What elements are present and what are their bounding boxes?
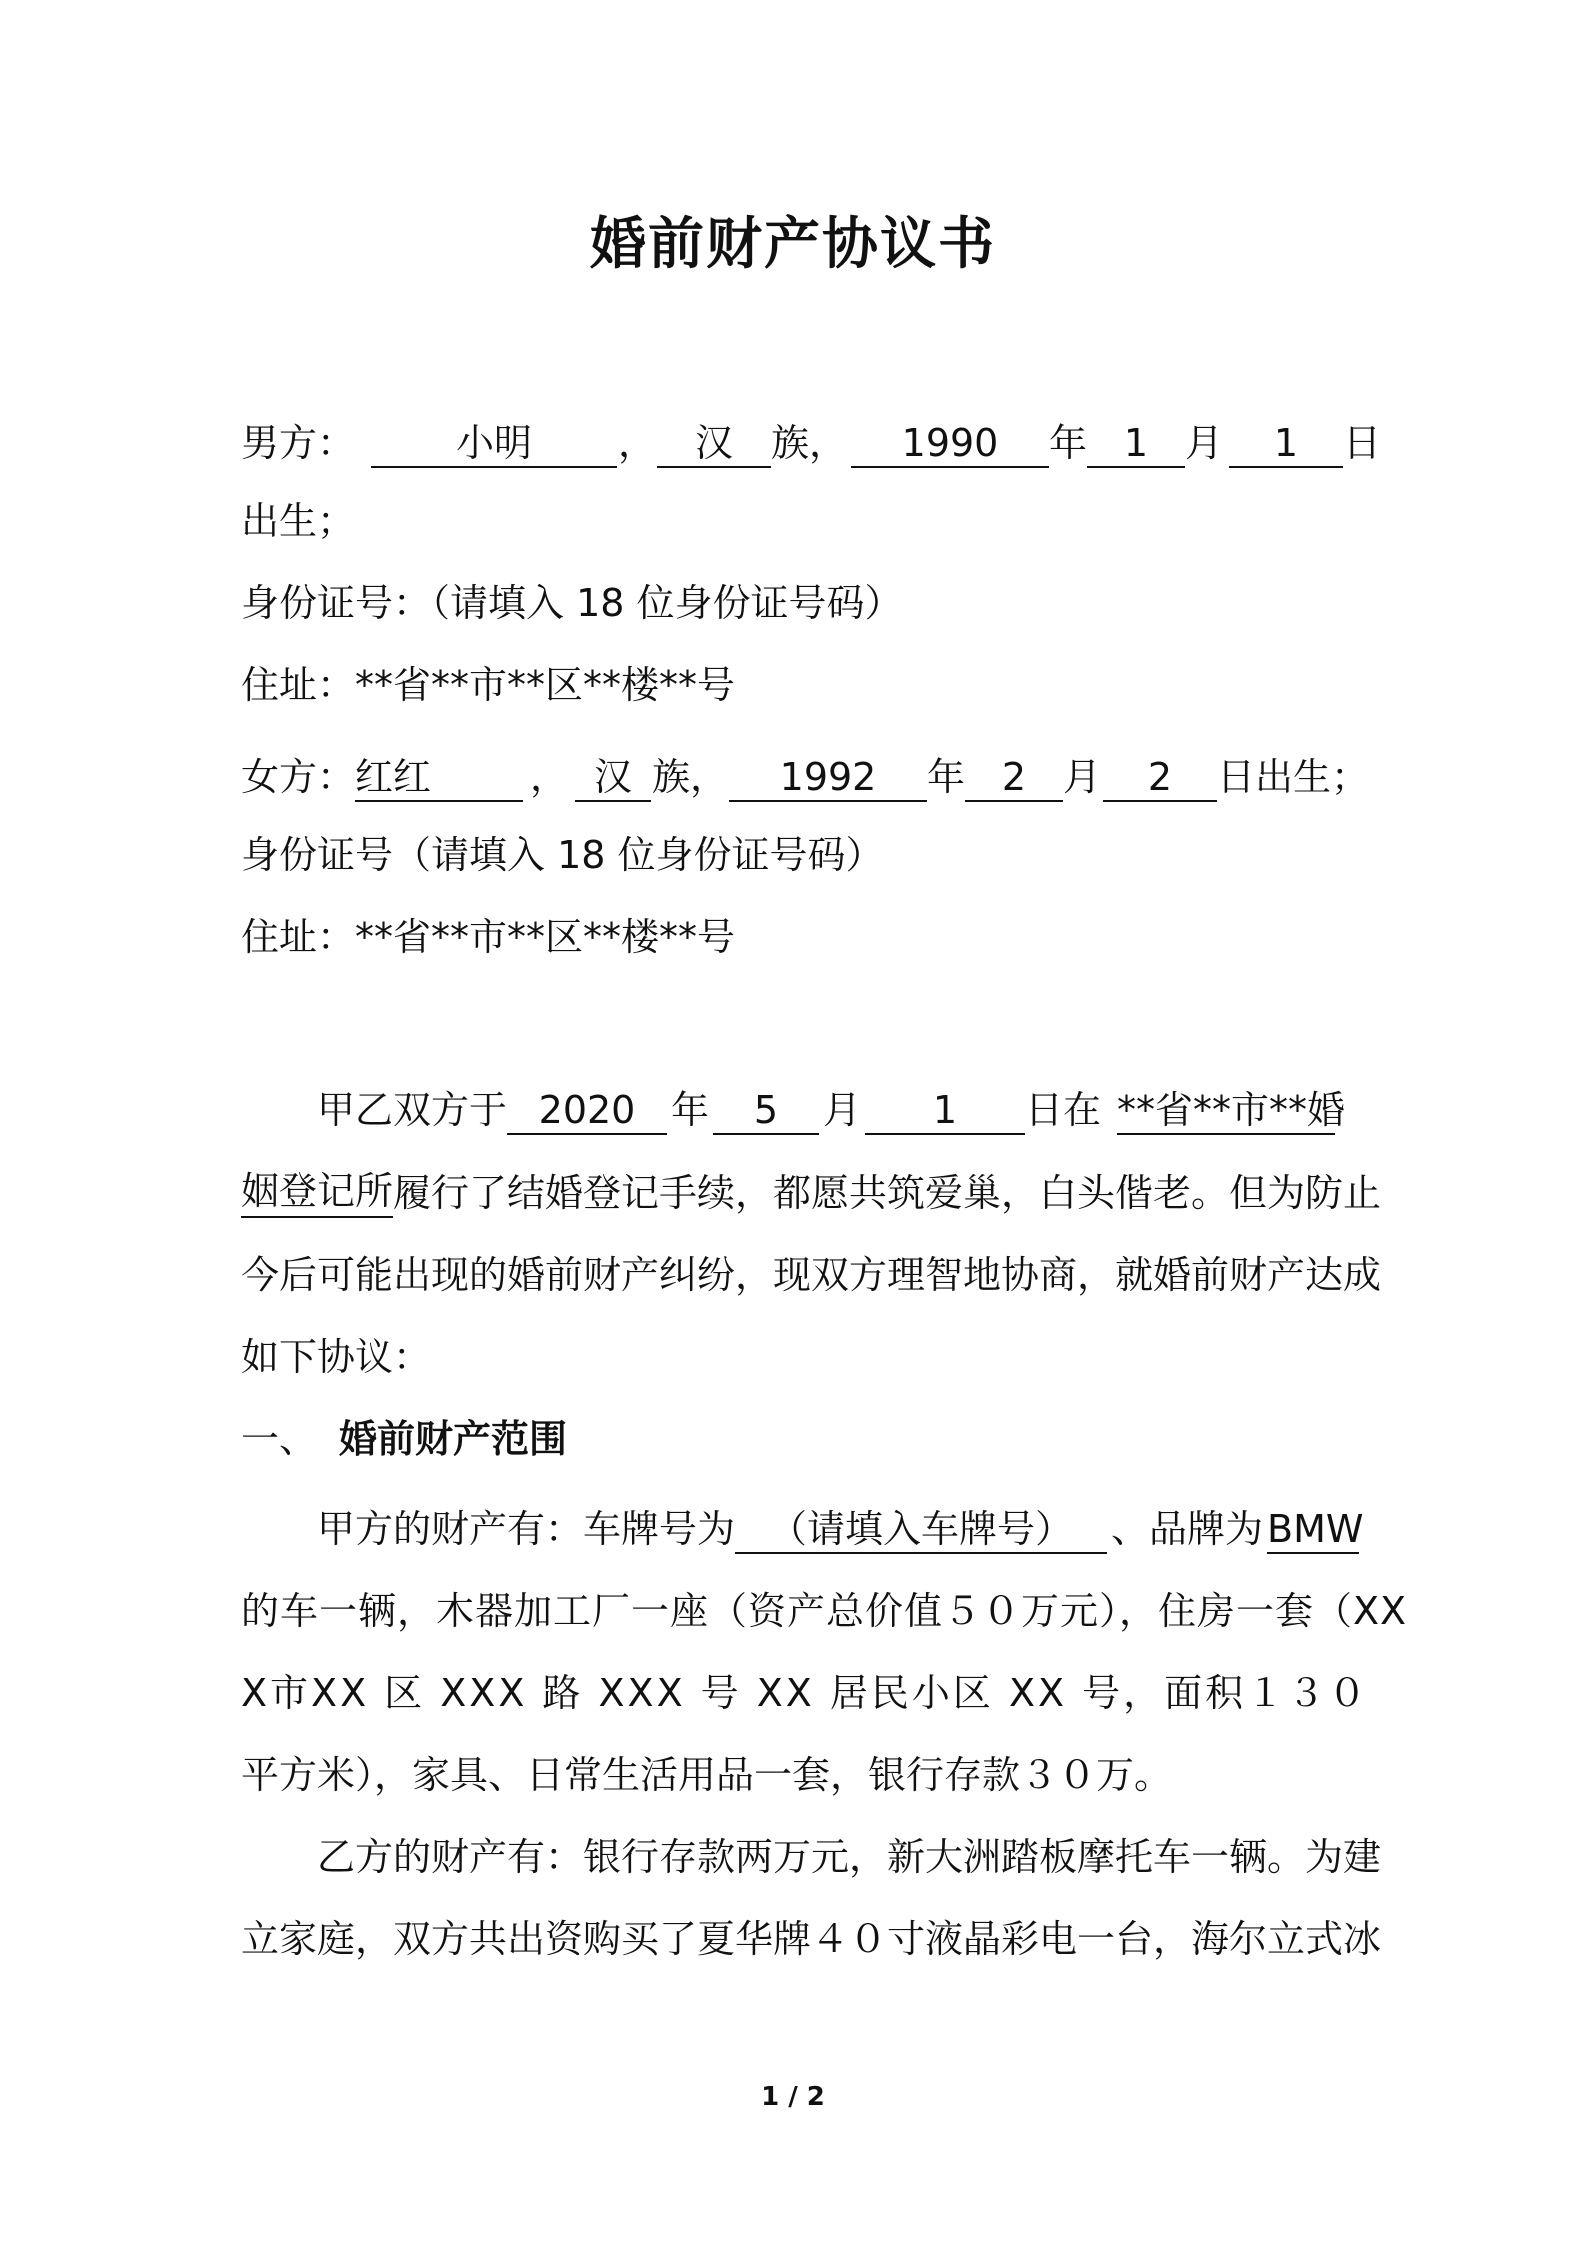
page-number: 1 / 2 xyxy=(761,2082,825,2112)
husband-birth-year-field[interactable]: 1990 xyxy=(851,420,1049,468)
wife-day-label: 日出生； xyxy=(1217,755,1370,799)
section-1-number: 一、 xyxy=(241,1417,318,1461)
marriage-day-field[interactable]: 1 xyxy=(865,1087,1025,1135)
wife-name-field[interactable]: 红红 xyxy=(355,754,523,802)
section-1-title: 婚前财产范围 xyxy=(339,1417,568,1461)
wife-label: 女方： xyxy=(241,755,356,799)
intro-line-3: 今后可能出现的婚前财产纠纷，现双方理智地协商，就婚前财产达成 xyxy=(241,1253,1382,1297)
husband-year-label: 年 xyxy=(1049,421,1088,465)
document-title: 婚前财产协议书 xyxy=(590,212,996,277)
marriage-place-field-part2[interactable]: 姻登记所 xyxy=(241,1168,393,1218)
marriage-year-field[interactable]: 2020 xyxy=(507,1087,667,1135)
wife-birth-year-field[interactable]: 1992 xyxy=(729,754,927,802)
husband-birth-month-field[interactable]: 1 xyxy=(1087,420,1185,468)
marriage-year-label: 年 xyxy=(671,1088,710,1132)
party-a-line-3: X市XX 区 XXX 路 XXX 号 XX 居民小区 XX 号，面积１３０ xyxy=(241,1671,1370,1715)
wife-year-label: 年 xyxy=(927,755,966,799)
intro-start: 甲乙双方于 xyxy=(317,1088,508,1132)
party-a-line-2: 的车一辆，木器加工厂一座（资产总价值５０万元），住房一套（XX xyxy=(241,1589,1408,1633)
husband-address-line: 住址：**省**市**区**楼**号 xyxy=(241,663,736,707)
husband-name-field[interactable]: 小明 xyxy=(371,420,617,468)
marriage-day-label: 日在 xyxy=(1025,1088,1102,1132)
party-b-line-2: 立家庭，双方共出资购买了夏华牌４０寸液晶彩电一台，海尔立式冰 xyxy=(241,1917,1382,1961)
section-1-heading xyxy=(241,1414,567,1464)
husband-day-label: 日 xyxy=(1343,421,1382,465)
marriage-month-label: 月 xyxy=(823,1088,862,1132)
brand-prefix: 、品牌为 xyxy=(1111,1507,1264,1551)
wife-zu-label: 族， xyxy=(652,755,729,799)
husband-info-line xyxy=(241,418,1382,468)
husband-birth-day-field[interactable]: 1 xyxy=(1229,420,1343,468)
party-a-start: 甲方的财产有：车牌号为 xyxy=(317,1507,736,1551)
intro-line-2 xyxy=(241,1168,1382,1218)
husband-id-line: 身份证号：（请填入 18 位身份证号码） xyxy=(241,581,903,625)
party-a-line-1 xyxy=(241,1504,1364,1554)
wife-address-line: 住址：**省**市**区**楼**号 xyxy=(241,915,736,959)
husband-birth-end: 出生； xyxy=(241,499,356,543)
intro-line-4: 如下协议： xyxy=(241,1335,432,1379)
wife-birth-month-field[interactable]: 2 xyxy=(965,754,1063,802)
husband-zu-label: 族， xyxy=(771,421,848,465)
wife-birth-day-field[interactable]: 2 xyxy=(1103,754,1217,802)
wife-month-label: 月 xyxy=(1063,755,1102,799)
wife-info-line xyxy=(241,752,1370,802)
husband-sep: ， xyxy=(618,421,657,465)
intro-line-1 xyxy=(241,1085,1351,1135)
intro-line-2-rest: 履行了结婚登记手续，都愿共筑爱巢，白头偕老。但为防止 xyxy=(393,1171,1382,1215)
party-b-line-1-text: 乙方的财产有：银行存款两万元，新大洲踏板摩托车一辆。为建 xyxy=(317,1835,1382,1879)
wife-ethnicity-field[interactable]: 汉 xyxy=(575,754,651,802)
party-b-line-1 xyxy=(241,1832,1382,1882)
party-a-line-4: 平方米），家具、日常生活用品一套，银行存款３０万。 xyxy=(241,1753,1173,1797)
husband-ethnicity-field[interactable]: 汉 xyxy=(657,420,771,468)
marriage-month-field[interactable]: 5 xyxy=(713,1087,819,1135)
marriage-place-field-part1[interactable]: **省**市**婚 xyxy=(1117,1087,1335,1135)
husband-month-label: 月 xyxy=(1185,421,1224,465)
husband-label: 男方： xyxy=(241,421,356,465)
wife-id-line: 身份证号（请填入 18 位身份证号码） xyxy=(241,833,884,877)
brand-field[interactable]: BMW xyxy=(1267,1506,1359,1554)
wife-sep: ， xyxy=(530,755,569,799)
plate-number-field[interactable]: （请填入车牌号） xyxy=(735,1506,1107,1554)
